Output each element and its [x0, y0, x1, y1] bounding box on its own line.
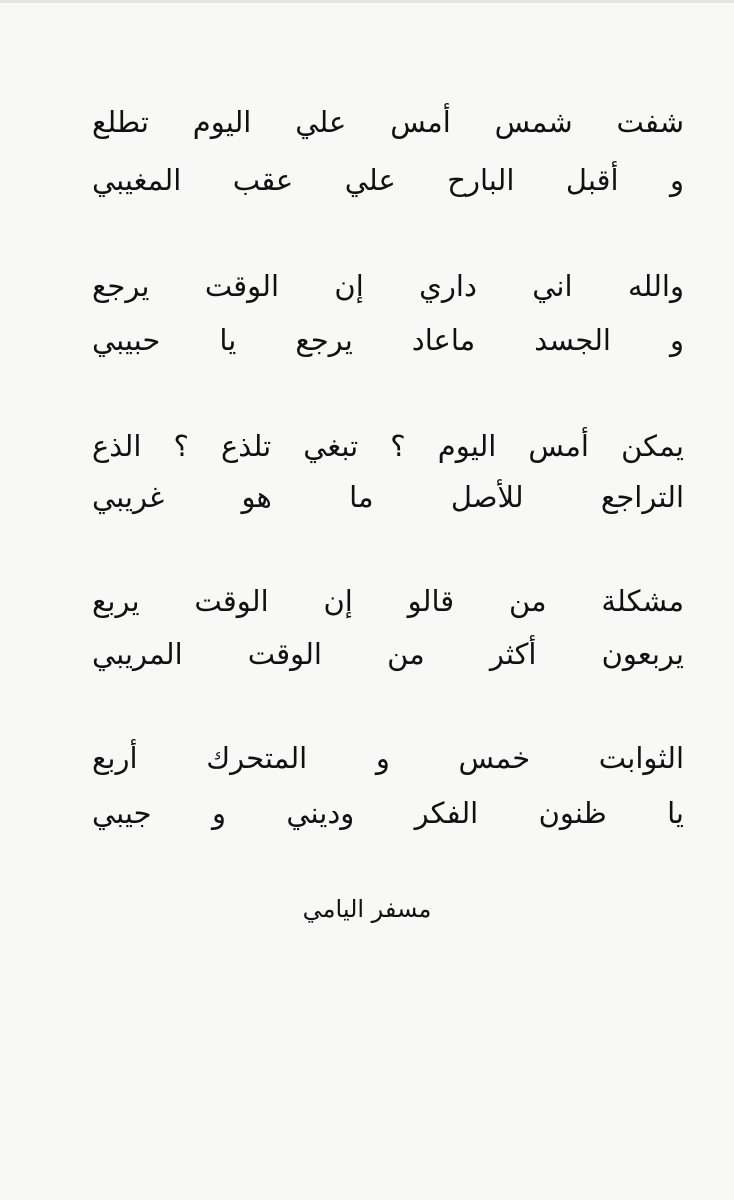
poet-signature: مسفر اليامي	[302, 895, 432, 923]
stanza-4-line-2: يربعون أكثر من الوقت المريبي	[92, 637, 684, 671]
stanza-1-line-1: شفت شمس أمس علي اليوم تطلع	[92, 105, 684, 139]
top-edge-shadow	[0, 0, 734, 3]
stanza-3-line-1: يمكن أمس اليوم ؟ تبغي تلذع ؟ الذع	[92, 429, 684, 463]
stanza-2-line-1: والله اني داري إن الوقت يرجع	[92, 269, 684, 303]
stanza-2-line-2: و الجسد ماعاد يرجع يا حبيبي	[92, 323, 684, 357]
stanza-1-line-2: و أقبل البارح علي عقب المغيبي	[92, 163, 684, 197]
stanza-5-line-1: الثوابت خمس و المتحرك أربع	[92, 741, 684, 775]
stanza-3-line-2: التراجع للأصل ما هو غريبي	[92, 480, 684, 514]
stanza-5-line-2: يا ظنون الفكر وديني و جيبي	[92, 796, 684, 830]
stanza-4-line-1: مشكلة من قالو إن الوقت يربع	[92, 584, 684, 618]
